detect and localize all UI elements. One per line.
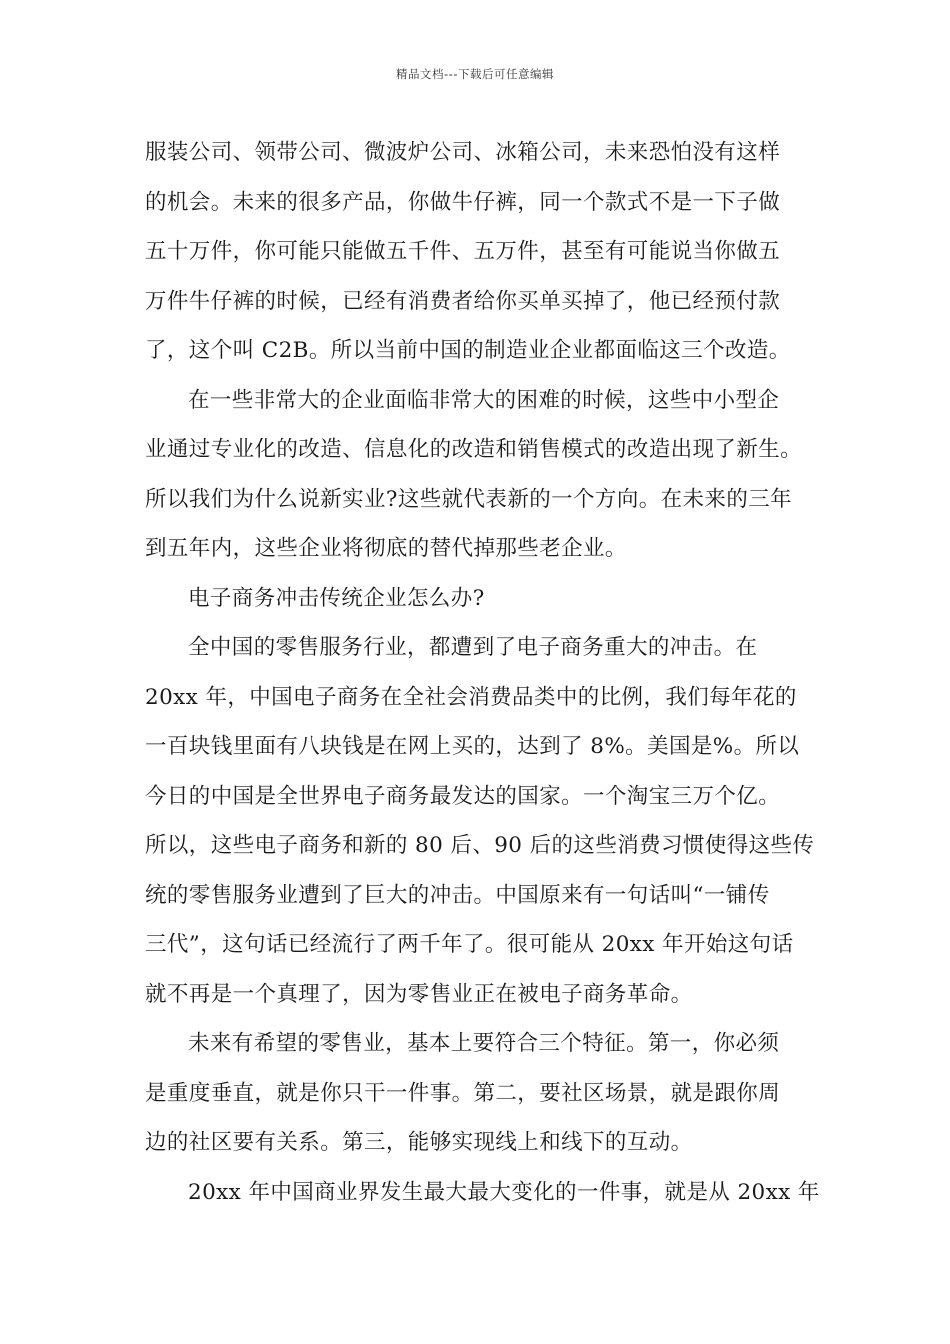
text-line: 了，这个叫 C2B。所以当前中国的制造业企业都面临这三个改造。 [145,338,791,363]
text-line: 的机会。未来的很多产品，你做牛仔裤，同一个款式不是一下子做 [145,189,781,215]
text-line: 在一些非常大的企业面临非常大的困难的时候，这些中小型企 [188,387,780,413]
text-line: 所以，这些电子商务和新的 80 后、90 后的这些消费习惯使得这些传 [145,833,815,858]
paragraph [145,376,821,574]
text-line: 五十万件，你可能只能做五千件、五万件，甚至有可能说当你做五 [145,239,781,264]
text-line: 全中国的零售服务行业，都遭到了电子商务重大的冲击。在 [188,635,758,660]
text-line: 未来有希望的零售业，基本上要符合三个特征。第一，你必须 [188,1031,780,1056]
paragraph [145,1019,821,1168]
text-line: 业通过专业化的改造、信息化的改造和销售模式的改造出现了新生。 [145,437,803,462]
text-line: 20xx 年中国商业界发生最大最大变化的一件事，就是从 20xx 年 [188,1179,820,1205]
text-line: 万件牛仔裤的时候，已经有消费者给你买单买掉了，他已经预付款 [145,288,781,314]
text-line: 一百块钱里面有八块钱是在网上买的，达到了 8%。美国是%。所以 [145,734,800,759]
text-line: 20xx 年，中国电子商务在全社会消费品类中的比例，我们每年花的 [145,684,797,710]
text-line: 三代”，这句话已经流行了两千年了。很可能从 20xx 年开始这句话 [145,932,794,957]
text-line: 到五年内，这些企业将彻底的替代掉那些老企业。 [145,536,627,561]
text-line: 统的零售服务业遭到了巨大的冲击。中国原来有一句话叫“一铺传 [145,882,770,908]
document-body [145,128,821,1217]
text-line: 就不再是一个真理了，因为零售业正在被电子商务革命。 [145,981,693,1007]
paragraph [145,623,821,1019]
text-line: 是重度垂直，就是你只干一件事。第二，要社区场景，就是跟你周 [145,1080,781,1106]
text-line: 电子商务冲击传统企业怎么办? [188,585,485,611]
paragraph [145,1168,821,1218]
text-line: 今日的中国是全世界电子商务最发达的国家。一个淘宝三万个亿。 [145,783,781,809]
text-line: 边的社区要有关系。第三，能够实现线上和线下的互动。 [145,1130,693,1155]
text-line: 服装公司、领带公司、微波炉公司、冰箱公司，未来恐怕没有这样 [145,140,781,165]
paragraph [145,128,821,376]
paragraph [145,574,821,624]
page-header: 精品文档---下载后可任意编辑 [396,67,554,81]
text-line: 所以我们为什么说新实业?这些就代表新的一个方向。在未来的三年 [145,486,793,512]
